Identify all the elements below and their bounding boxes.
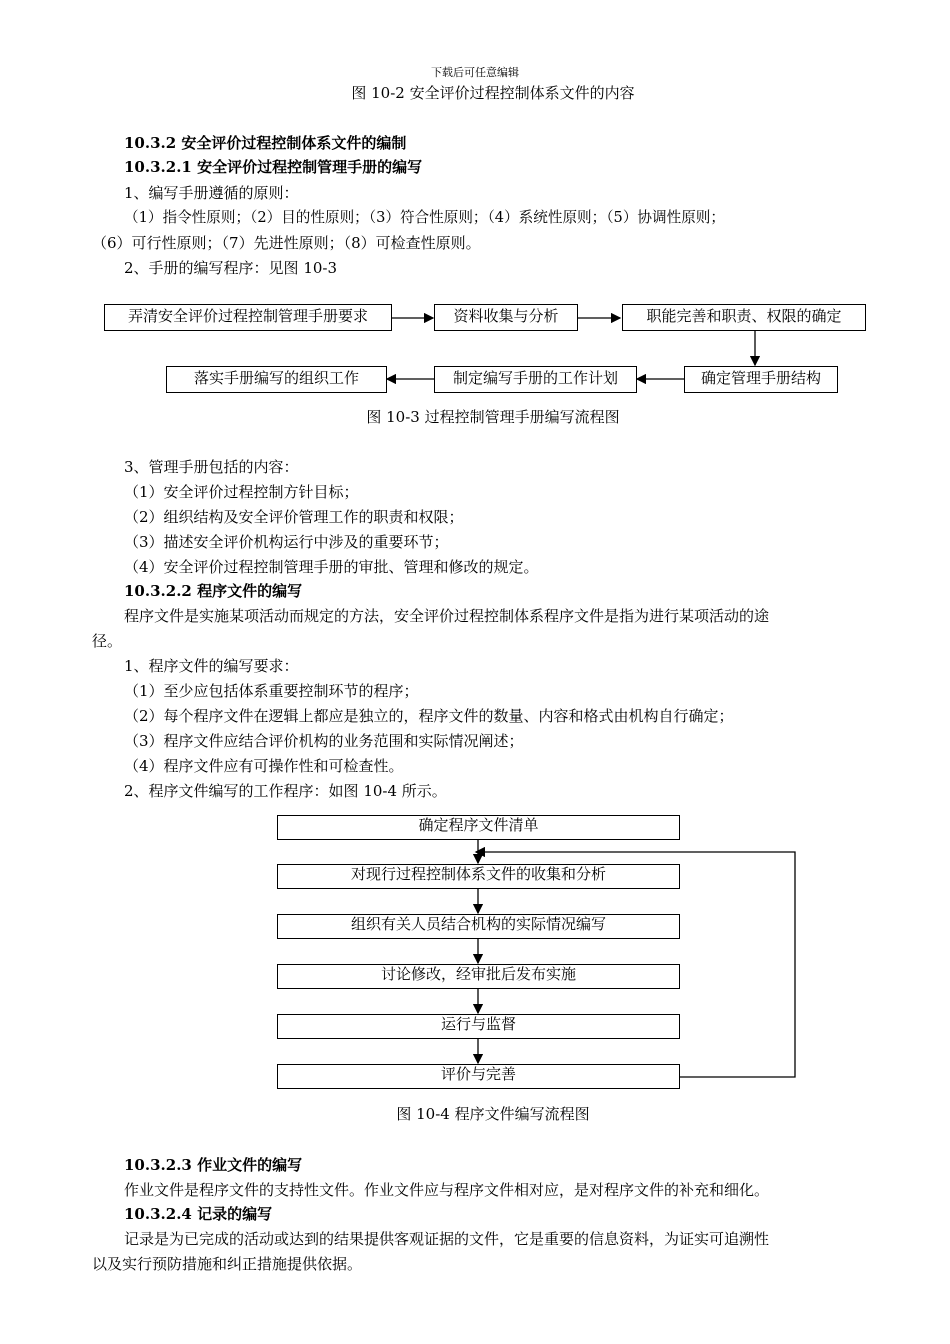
records-line-1: 记录是为已完成的活动或达到的结果提供客观证据的文件，它是重要的信息资料，为证实可追溯性 bbox=[124, 1230, 770, 1248]
manual-procedure-ref: 2、手册的编写程序：见图 10-3 bbox=[124, 259, 338, 277]
flow-10-4-step-1: 确定程序文件清单 bbox=[277, 815, 680, 840]
flow-10-3-step-3: 职能完善和职责、权限的确定 bbox=[622, 304, 866, 331]
section-heading-10-3-2-1: 10.3.2.1 安全评价过程控制管理手册的编写 bbox=[124, 158, 423, 176]
manual-contents-item: （1）安全评价过程控制方针目标； bbox=[124, 483, 359, 501]
flow-10-3-step-6: 落实手册编写的组织工作 bbox=[166, 366, 387, 393]
manual-contents-item: （3）描述安全评价机构运行中涉及的重要环节； bbox=[124, 533, 449, 551]
section-heading-10-3-2-4: 10.3.2.4 记录的编写 bbox=[124, 1205, 273, 1223]
records-line-2: 以及实行预防措施和纠正措施提供依据。 bbox=[92, 1255, 363, 1273]
procedure-intro-line-2: 径。 bbox=[92, 632, 123, 650]
principles-title: 1、编写手册遵循的原则： bbox=[124, 184, 299, 202]
section-heading-10-3-2: 10.3.2 安全评价过程控制体系文件的编制 bbox=[124, 134, 407, 152]
section-heading-10-3-2-3: 10.3.2.3 作业文件的编写 bbox=[124, 1156, 303, 1174]
flow-10-3-step-5: 制定编写手册的工作计划 bbox=[434, 366, 637, 393]
flow-10-3-step-4: 确定管理手册结构 bbox=[684, 366, 838, 393]
figure-10-3-caption: 图 10-3 过程控制管理手册编写流程图 bbox=[366, 408, 620, 426]
procedure-req-item: （4）程序文件应有可操作性和可检查性。 bbox=[124, 757, 404, 775]
procedure-intro-line-1: 程序文件是实施某项活动而规定的方法，安全评价过程控制体系程序文件是指为进行某项活动的途 bbox=[124, 607, 770, 625]
procedure-req-item: （1）至少应包括体系重要控制环节的程序； bbox=[124, 682, 419, 700]
flow-10-3-step-1: 弄清安全评价过程控制管理手册要求 bbox=[104, 304, 392, 331]
figure-10-4-caption: 图 10-4 程序文件编写流程图 bbox=[396, 1105, 590, 1123]
work-docs-text: 作业文件是程序文件的支持性文件。作业文件应与程序文件相对应，是对程序文件的补充和细化。 bbox=[124, 1181, 770, 1199]
flow-10-4-step-4: 讨论修改，经审批后发布实施 bbox=[277, 964, 680, 989]
manual-contents-item: （4）安全评价过程控制管理手册的审批、管理和修改的规定。 bbox=[124, 558, 539, 576]
procedure-workflow-ref: 2、程序文件编写的工作程序：如图 10-4 所示。 bbox=[124, 782, 447, 800]
procedure-req-title: 1、程序文件的编写要求： bbox=[124, 657, 299, 675]
flow-10-4-step-5: 运行与监督 bbox=[277, 1014, 680, 1039]
flow-10-4-step-3: 组织有关人员结合机构的实际情况编写 bbox=[277, 914, 680, 939]
manual-contents-title: 3、管理手册包括的内容： bbox=[124, 458, 299, 476]
principles-line-2: （6）可行性原则；（7）先进性原则；（8）可检查性原则。 bbox=[92, 234, 481, 252]
figure-10-2-caption: 图 10-2 安全评价过程控制体系文件的内容 bbox=[351, 84, 635, 102]
flow-10-4-step-6: 评价与完善 bbox=[277, 1064, 680, 1089]
manual-contents-item: （2）组织结构及安全评价管理工作的职责和权限； bbox=[124, 508, 464, 526]
flow-10-4-step-2: 对现行过程控制体系文件的收集和分析 bbox=[277, 864, 680, 889]
header-note: 下载后可任意编辑 bbox=[431, 66, 519, 79]
section-heading-10-3-2-2: 10.3.2.2 程序文件的编写 bbox=[124, 582, 303, 600]
procedure-req-item: （3）程序文件应结合评价机构的业务范围和实际情况阐述； bbox=[124, 732, 524, 750]
flow-10-3-step-2: 资料收集与分析 bbox=[434, 304, 578, 331]
principles-line-1: （1）指令性原则；（2）目的性原则；（3）符合性原则；（4）系统性原则；（5）协调性原则； bbox=[124, 209, 725, 226]
procedure-req-item: （2）每个程序文件在逻辑上都应是独立的，程序文件的数量、内容和格式由机构自行确定； bbox=[124, 707, 734, 725]
